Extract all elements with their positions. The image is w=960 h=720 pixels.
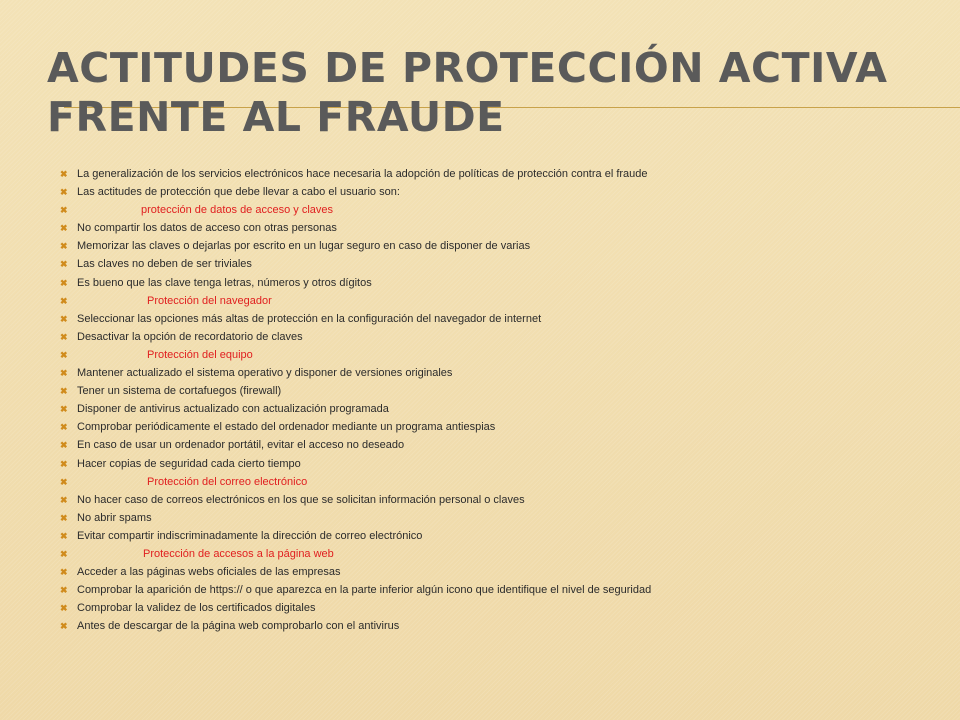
list-item: ✖ No abrir spams (60, 509, 940, 527)
list-item: ✖ Disponer de antivirus actualizado con actualización programada (60, 400, 940, 418)
x-mark-icon: ✖ (60, 295, 68, 306)
list-item: ✖ Es bueno que las clave tenga letras, números y otros dígitos (60, 274, 940, 292)
x-mark-icon: ✖ (60, 223, 68, 234)
x-mark-icon: ✖ (60, 277, 68, 288)
x-mark-icon: ✖ (60, 512, 68, 523)
list-item: ✖ Las claves no deben de ser triviales (60, 255, 940, 273)
list-item: ✖ Desactivar la opción de recordatorio de claves (60, 328, 940, 346)
list-item: ✖ Antes de descargar de la página web comprobarlo con el antivirus (60, 617, 940, 635)
section-heading: ✖ Protección del navegador (60, 292, 940, 310)
x-mark-icon: ✖ (60, 422, 68, 433)
x-mark-icon: ✖ (60, 241, 68, 252)
x-mark-icon: ✖ (60, 187, 68, 198)
x-mark-icon: ✖ (60, 313, 68, 324)
list-item: ✖ Hacer copias de seguridad cada cierto tiempo (60, 455, 940, 473)
x-mark-icon: ✖ (60, 530, 68, 541)
x-mark-icon: ✖ (60, 476, 68, 487)
x-mark-icon: ✖ (60, 458, 68, 469)
slide-title: ACTITUDES DE PROTECCIÓN ACTIVA FRENTE AL FRAUDE (47, 44, 888, 141)
section-heading: ✖ Protección del correo electrónico (60, 473, 940, 491)
x-mark-icon: ✖ (60, 349, 68, 360)
x-mark-icon: ✖ (60, 404, 68, 415)
x-mark-icon: ✖ (60, 259, 68, 270)
list-item: ✖ Comprobar la validez de los certificados digitales (60, 599, 940, 617)
x-mark-icon: ✖ (60, 331, 68, 342)
x-mark-icon: ✖ (60, 548, 68, 559)
x-mark-icon: ✖ (60, 386, 68, 397)
list-item: ✖ Tener un sistema de cortafuegos (firewall) (60, 382, 940, 400)
bullet-list (60, 165, 940, 635)
x-mark-icon: ✖ (60, 440, 68, 451)
list-item: ✖ Las actitudes de protección que debe llevar a cabo el usuario son: (60, 183, 940, 201)
x-mark-icon: ✖ (60, 169, 68, 179)
list-item: ✖ En caso de usar un ordenador portátil, evitar el acceso no deseado (60, 436, 940, 454)
x-mark-icon: ✖ (60, 585, 68, 596)
list-item: ✖ Comprobar la aparición de https:// o que aparezca en la parte inferior algún icono que identifique el nivel de seguridad (60, 581, 940, 599)
x-mark-icon: ✖ (60, 494, 68, 505)
section-heading: ✖ protección de datos de acceso y claves (60, 201, 940, 219)
list-item: ✖ Mantener actualizado el sistema operativo y disponer de versiones originales (60, 364, 940, 382)
list-item: ✖ Seleccionar las opciones más altas de protección en la configuración del navegador de internet (60, 310, 940, 328)
list-item: ✖ Memorizar las claves o dejarlas por escrito en un lugar seguro en caso de disponer de varias (60, 237, 940, 255)
x-mark-icon: ✖ (60, 567, 68, 578)
list-item: ✖ Comprobar periódicamente el estado del ordenador mediante un programa antiespias (60, 418, 940, 436)
x-mark-icon: ✖ (60, 621, 68, 632)
x-mark-icon: ✖ (60, 368, 68, 379)
section-heading: ✖ Protección de accesos a la página web (60, 545, 940, 563)
x-mark-icon: ✖ (60, 603, 68, 614)
list-item: ✖ No compartir los datos de acceso con otras personas (60, 219, 940, 237)
x-mark-icon: ✖ (60, 205, 68, 216)
section-heading: ✖ Protección del equipo (60, 346, 940, 364)
list-item: ✖ Evitar compartir indiscriminadamente la dirección de correo electrónico (60, 527, 940, 545)
list-item: ✖ Acceder a las páginas webs oficiales de las empresas (60, 563, 940, 581)
list-item: ✖ No hacer caso de correos electrónicos en los que se solicitan información personal o claves (60, 491, 940, 509)
list-item: ✖ La generalización de los servicios electrónicos hace necesaria la adopción de políticas de protección contra el fraude (60, 165, 940, 183)
